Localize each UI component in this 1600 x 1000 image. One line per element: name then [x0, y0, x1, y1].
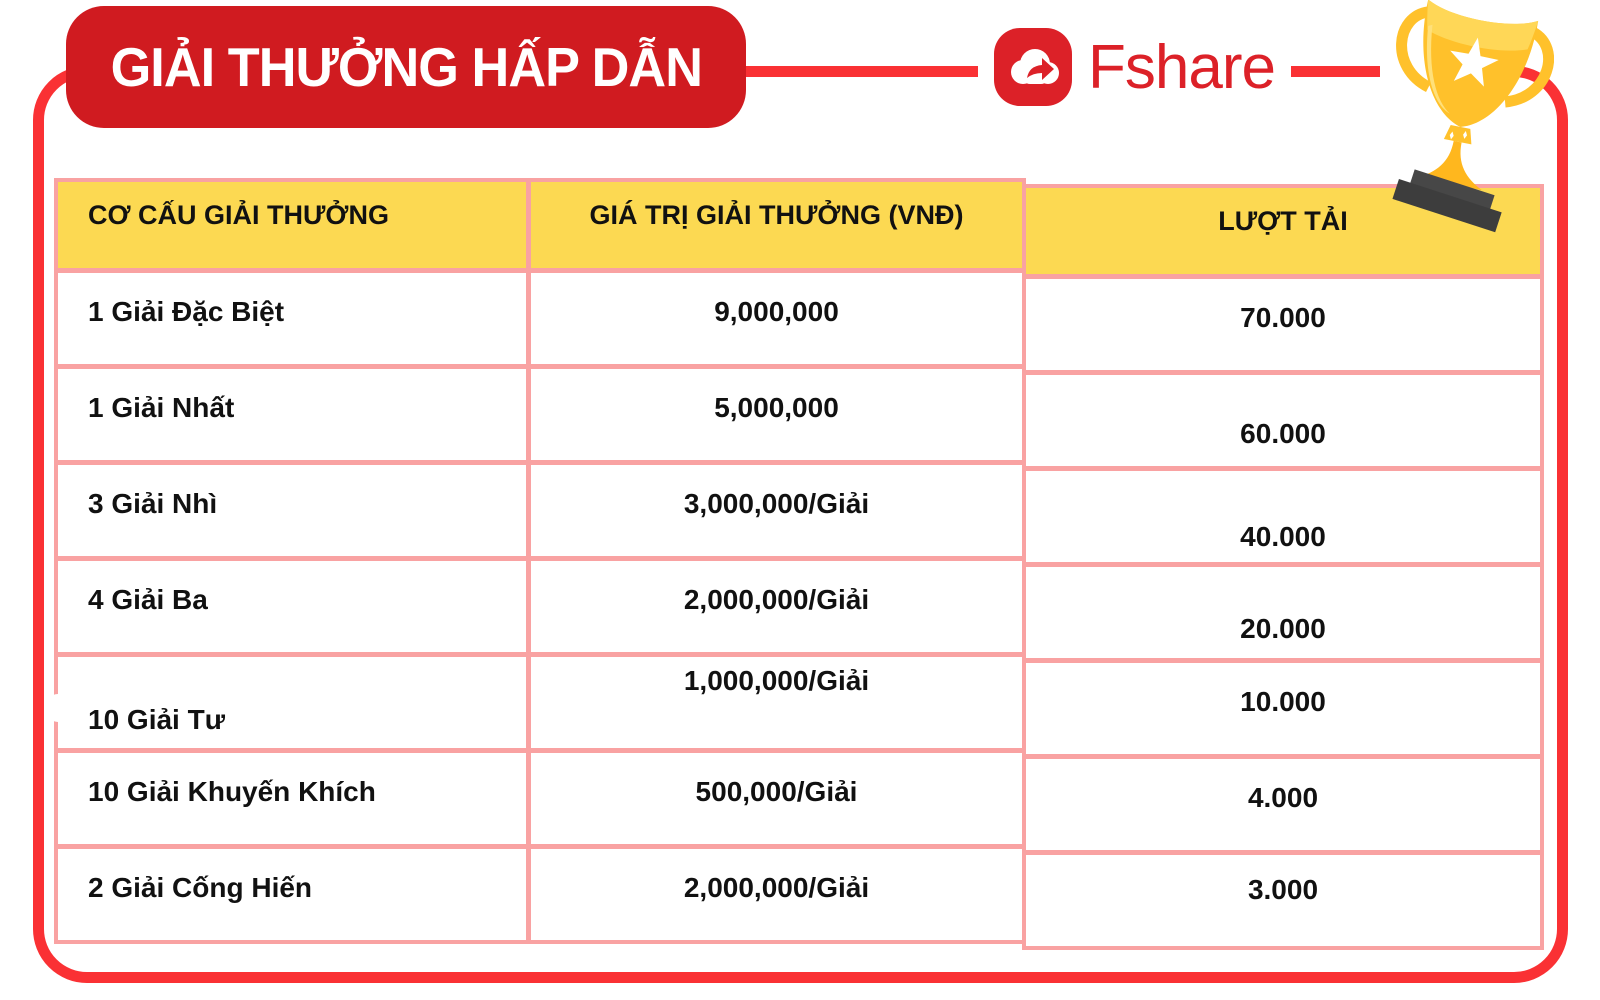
prize-value-cell: 2,000,000/Giải [531, 849, 1022, 940]
downloads-cell: 20.000 [1026, 567, 1540, 658]
prize-table [54, 178, 1026, 944]
downloads-cell: 40.000 [1026, 471, 1540, 562]
fshare-logo-text: Fshare [1088, 32, 1275, 102]
fshare-cloud-icon [994, 28, 1072, 106]
downloads-table [1022, 184, 1544, 950]
prize-name-cell: 10 Giải Khuyến Khích [58, 753, 526, 844]
page-title: GIẢI THƯỞNG HẤP DẪN [110, 36, 702, 98]
prize-value-cell: 1,000,000/Giải [531, 657, 1022, 748]
column-header-prize-structure: CƠ CẤU GIẢI THƯỞNG [58, 182, 526, 268]
downloads-cell: 60.000 [1026, 375, 1540, 466]
prize-name-cell: 1 Giải Nhất [58, 369, 526, 460]
downloads-cell: 70.000 [1026, 279, 1540, 370]
prize-name-cell: 3 Giải Nhì [58, 465, 526, 556]
prize-value-cell: 9,000,000 [531, 273, 1022, 364]
fshare-logo [978, 16, 1291, 118]
column-header-prize-value: GIÁ TRỊ GIẢI THƯỞNG (VNĐ) [531, 182, 1022, 268]
prize-name-cell: 1 Giải Đặc Biệt [58, 273, 526, 364]
prize-value-cell: 2,000,000/Giải [531, 561, 1022, 652]
border-notch [45, 694, 71, 722]
prize-name-cell: 2 Giải Cống Hiến [58, 849, 526, 940]
prize-name-cell: 10 Giải Tư [58, 657, 526, 748]
downloads-cell: 10.000 [1026, 663, 1540, 754]
prize-value-cell: 3,000,000/Giải [531, 465, 1022, 556]
downloads-cell: 4.000 [1026, 759, 1540, 850]
trophy-icon [1370, 0, 1554, 236]
downloads-cell: 3.000 [1026, 855, 1540, 946]
column-header-downloads: LƯỢT TẢI [1026, 188, 1540, 274]
prize-value-cell: 5,000,000 [531, 369, 1022, 460]
prize-name-cell: 4 Giải Ba [58, 561, 526, 652]
title-badge [66, 6, 746, 128]
prize-value-cell: 500,000/Giải [531, 753, 1022, 844]
